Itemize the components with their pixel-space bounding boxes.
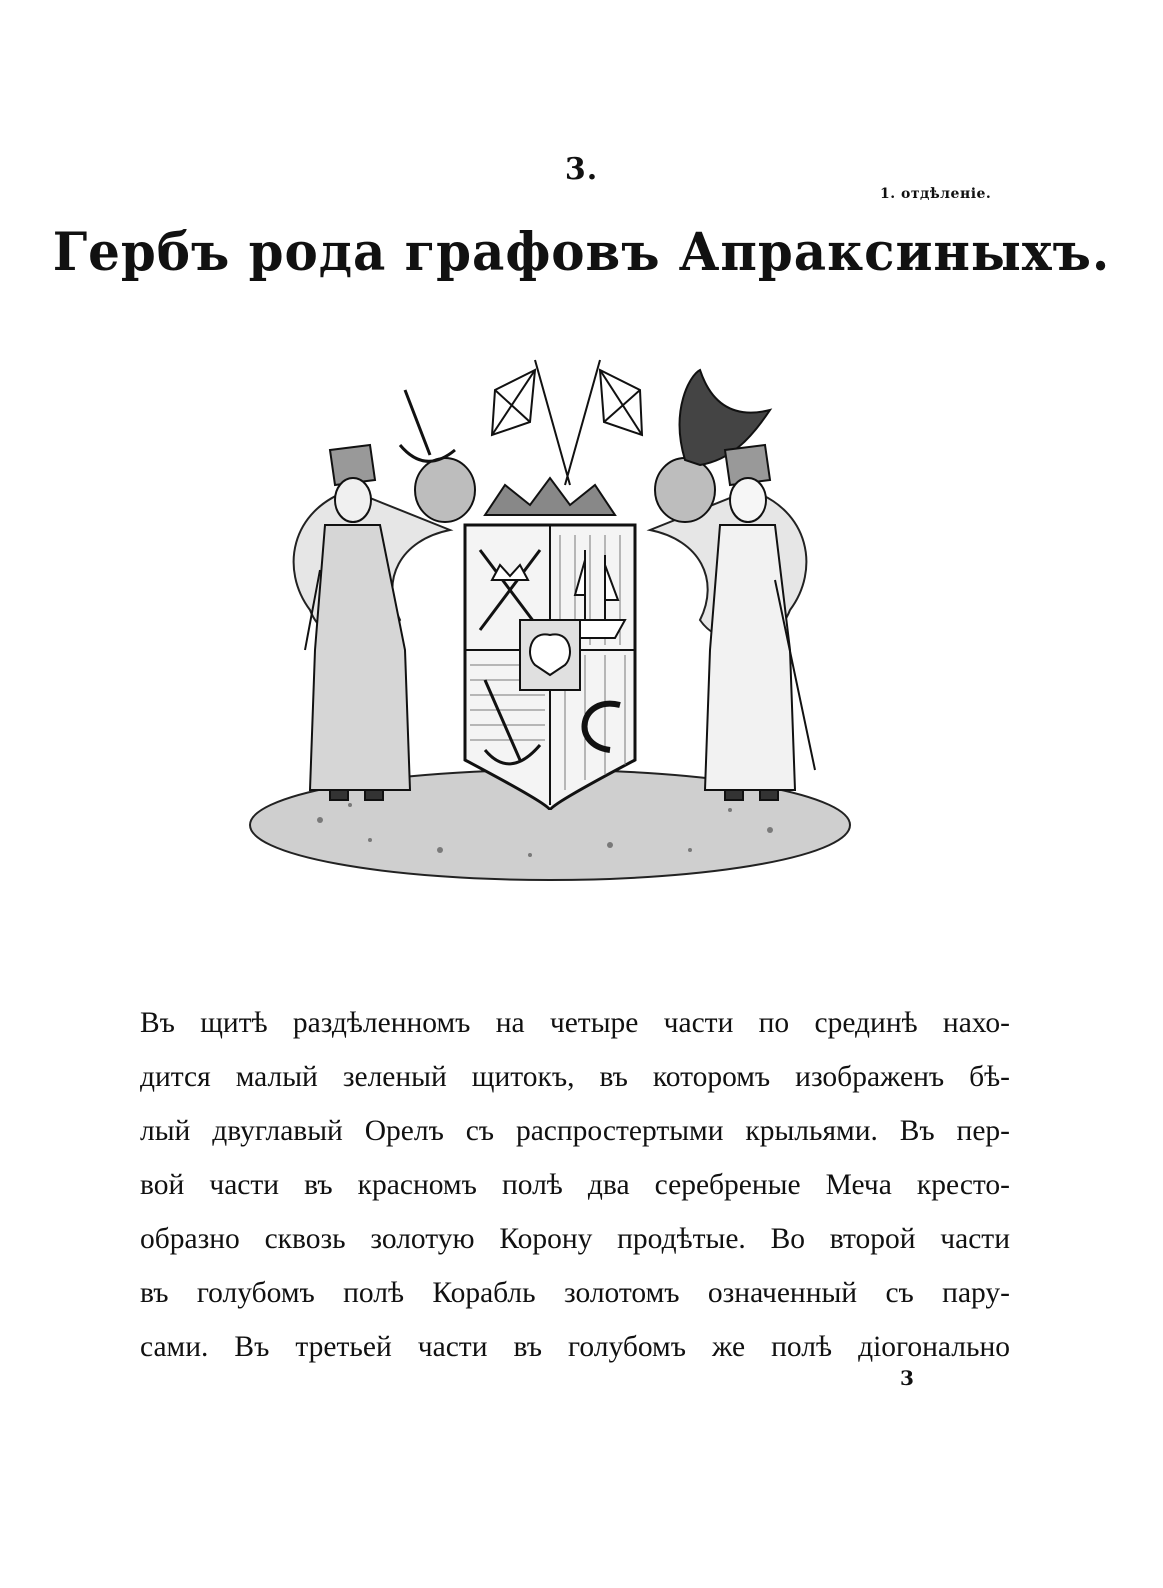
flag-right <box>565 360 642 485</box>
body-line: въ голубомъ полѣ Корабль золотомъ означенный съ пару- <box>140 1277 1010 1309</box>
body-text <box>140 996 1010 1374</box>
page-title: Гербъ рода графовъ Апраксиныхъ. <box>52 222 1111 283</box>
anchor-crest <box>400 390 455 461</box>
body-line: дится малый зеленый щитокъ, въ которомъ изображенъ бѣ- <box>140 1061 1010 1093</box>
helmet-right <box>655 458 715 522</box>
supporter-left <box>305 445 410 800</box>
crown <box>485 478 615 515</box>
body-line: лый двуглавый Орелъ съ распростертыми крыльями. Въ пер- <box>140 1115 1010 1147</box>
signature-mark: 3 <box>900 1366 914 1390</box>
section-label: 1. отдѣленіе. <box>880 186 992 202</box>
body-line: образно сквозь золотую Корону продѣтые. Во второй части <box>140 1223 1010 1255</box>
supporter-right <box>705 445 815 800</box>
coat-of-arms-illustration <box>230 350 870 900</box>
flag-left <box>492 360 570 485</box>
helmet-left <box>415 458 475 522</box>
body-line: сами. Въ третьей части въ голубомъ же полѣ діогонально <box>140 1331 1010 1363</box>
body-line: вой части въ красномъ полѣ два серебреные Меча кресто- <box>140 1169 1010 1201</box>
body-line: Въ щитѣ раздѣленномъ на четыре части по срединѣ нахо- <box>140 1007 1010 1039</box>
page-number: 3. <box>564 152 599 187</box>
